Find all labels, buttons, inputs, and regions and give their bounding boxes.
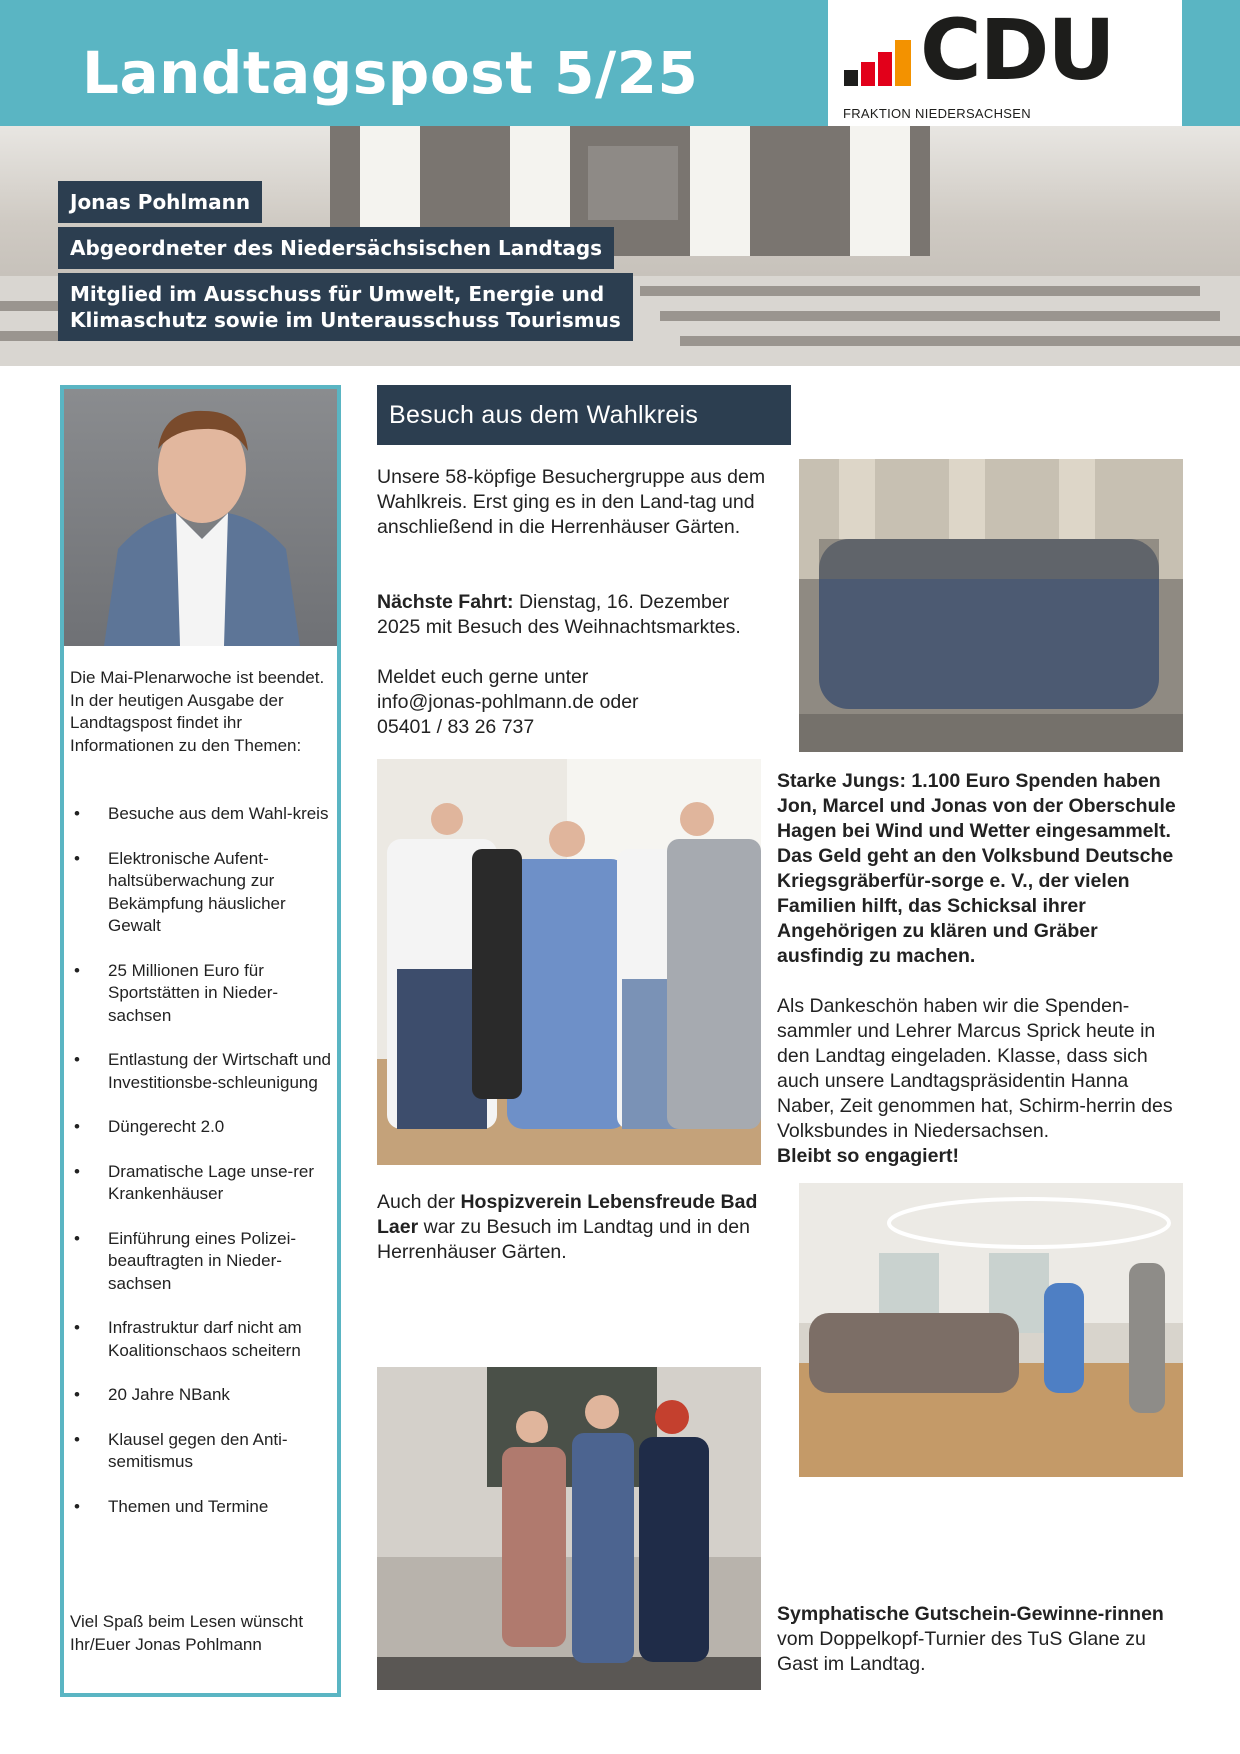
group-photo	[799, 459, 1183, 752]
outro-line-1: Viel Spaß beim Lesen wünscht	[70, 1612, 304, 1631]
donation-closing: Bleibt so engagiert!	[777, 1145, 960, 1167]
list-item: • 25 Millionen Euro für Sportstätten in Nieder-sachsen	[70, 960, 332, 1028]
hospiz-post: war zu Besuch im Landtag und in den Herrenhäuser Gärten.	[377, 1216, 750, 1263]
logo-bars-icon	[844, 36, 914, 86]
donation-headline	[777, 769, 1183, 969]
committee-line-2: Klimaschutz sowie im Unterausschuss Tourismus	[70, 308, 621, 332]
committee-label	[58, 273, 633, 341]
hospiz-text	[377, 1190, 777, 1265]
list-item: • Einführung eines Polizei-beauftragten in Nieder-sachsen	[70, 1228, 332, 1296]
winners-details: vom Doppelkopf-Turnier des TuS Glane zu Gast im Landtag.	[777, 1628, 1146, 1675]
visit-text: Unsere 58-köpfige Besuchergruppe aus dem Wahlkreis. Erst ging es in den Land-tag und anschließend in die Herrenhäuser Gärten.	[377, 466, 766, 538]
next-trip-text	[377, 590, 777, 640]
hospiz-photo	[799, 1183, 1183, 1477]
portrait-photo	[64, 389, 337, 646]
donation-text: Als Dankeschön haben wir die Spenden-sammler und Lehrer Marcus Sprick heute in den Landtag eingeladen. Klasse, dass sich auch unsere Landtagspräsidentin Hanna Naber, Zeit genommen hat, Schirm-herrin des Volksbundes in Niedersachsen.	[777, 995, 1173, 1142]
contact-email: info@jonas-pohlmann.de oder	[377, 691, 639, 713]
outro-signature: Ihr/Euer Jonas Pohlmann	[70, 1634, 262, 1654]
list-item: • Besuche aus dem Wahl-kreis	[70, 803, 332, 826]
newsletter-title: Landtagspost 5/25	[82, 39, 699, 107]
next-trip-details: Dienstag, 16. Dezember 2025 mit Besuch des Weihnachtsmarktes.	[377, 591, 741, 638]
list-item: • Dramatische Lage unse-rer Krankenhäuser	[70, 1161, 332, 1206]
portrait-figure-icon	[64, 389, 337, 646]
donation-photo	[377, 759, 761, 1165]
list-item: • Themen und Termine	[70, 1496, 332, 1519]
topic-list	[70, 803, 332, 1540]
list-item: • 20 Jahre NBank	[70, 1384, 332, 1407]
contact-phone: 05401 / 83 26 737	[377, 716, 535, 738]
logo-wordmark: CDU	[920, 1, 1114, 99]
committee-line-1: Mitglied im Ausschuss für Umwelt, Energie und	[70, 282, 605, 306]
role-label: Abgeordneter des Niedersächsischen Landtags	[58, 227, 614, 269]
name-label: Jonas Pohlmann	[58, 181, 262, 223]
donation-photo-scene	[377, 759, 761, 1165]
list-item: • Düngerecht 2.0	[70, 1116, 332, 1139]
list-item: • Entlastung der Wirtschaft und Investitionsbe-schleunigung	[70, 1049, 332, 1094]
winners-photo	[377, 1367, 761, 1690]
section-title: Besuch aus dem Wahlkreis	[377, 385, 791, 445]
winners-photo-scene	[377, 1367, 761, 1690]
list-item: • Klausel gegen den Anti-semitismus	[70, 1429, 332, 1474]
horse-emblem-icon	[588, 146, 678, 220]
hospiz-pre: Auch der	[377, 1191, 461, 1213]
list-item: • Elektronische Aufent-haltsüberwachung zur Bekämpfung häuslicher Gewalt	[70, 848, 332, 938]
winners-bold: Symphatische Gutschein-Gewinne-rinnen	[777, 1603, 1164, 1625]
logo-subtitle: FRAKTION NIEDERSACHSEN	[843, 106, 1031, 121]
sidebar-intro: Die Mai-Plenarwoche ist beendet. In der heutigen Ausgabe der Landtagspost findet ihr Informationen zu den Themen:	[70, 668, 325, 755]
cdu-logo	[828, 0, 1182, 126]
donation-body	[777, 994, 1183, 1169]
contact-line-1: Meldet euch gerne unter	[377, 666, 589, 688]
winners-text	[777, 1602, 1183, 1677]
group-photo-scene	[799, 459, 1183, 752]
contact-text	[377, 665, 777, 740]
donation-bold: Starke Jungs: 1.100 Euro Spenden haben Jon, Marcel und Jonas von der Oberschule Hagen bei Wind und Wetter eingesammelt. Das Geld geht an den Volksbund Deutsche Kriegsgräberfür-sorge e. V., der vielen Familien hilft, das Schicksal ihrer Angehörigen zu klären und Gräber ausfindig zu machen.	[777, 770, 1176, 967]
sidebar-outro	[70, 1611, 328, 1656]
hospiz-name: Hospizverein Lebensfreude Bad Laer	[377, 1191, 758, 1238]
hospiz-photo-scene	[799, 1183, 1183, 1477]
next-trip-label: Nächste Fahrt:	[377, 591, 514, 613]
sidebar	[60, 385, 341, 1697]
list-item: • Infrastruktur darf nicht am Koalitionschaos scheitern	[70, 1317, 332, 1362]
